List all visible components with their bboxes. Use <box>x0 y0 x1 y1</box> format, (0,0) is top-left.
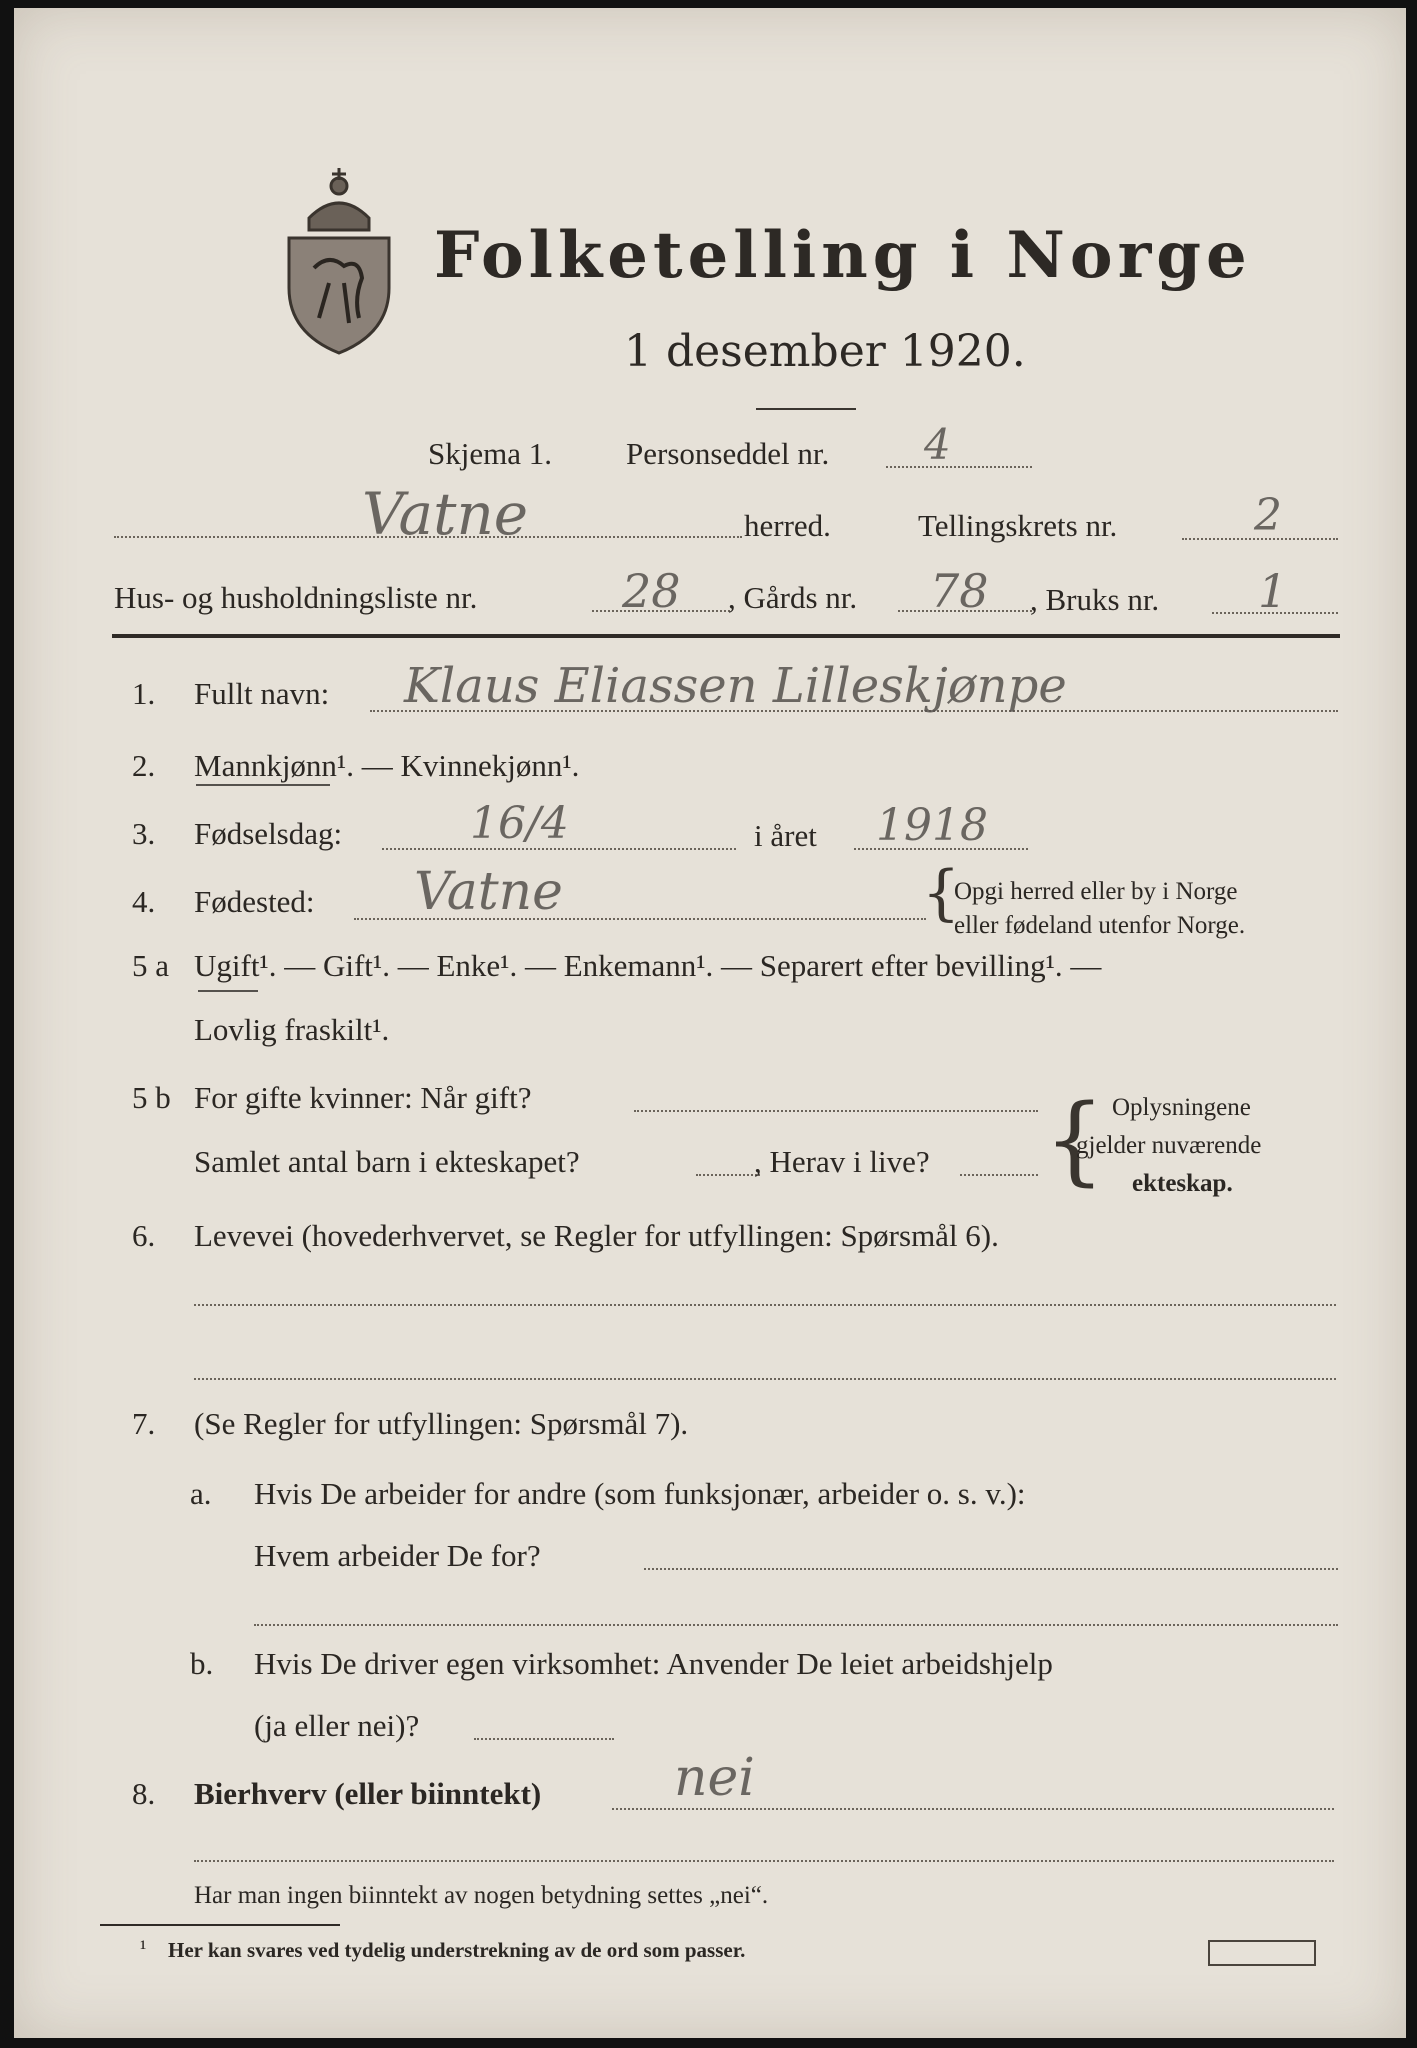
fodselsdag-value: 16/4 <box>470 798 569 849</box>
q3-year-label: i året <box>754 818 817 853</box>
q5b-line2: Samlet antal barn i ekteskapet? <box>194 1144 580 1179</box>
footnote-mark: ¹ <box>140 1936 147 1960</box>
q5b-number: 5 b <box>132 1080 171 1115</box>
personseddel-label: Personseddel nr. <box>626 436 830 471</box>
mannkjonn-underline <box>196 784 330 786</box>
ja-eller-nei-field <box>474 1738 614 1740</box>
q3-number: 3. <box>132 816 156 851</box>
footer-note: Har man ingen biinntekt av nogen betydning settes „nei“. <box>194 1882 769 1909</box>
q7-number: 7. <box>132 1406 156 1441</box>
herred-value: Vatne <box>362 480 529 548</box>
q5a-line1: Ugift¹. — Gift¹. — Enke¹. — Enkemann¹. — Separert efter bevilling¹. — <box>194 948 1102 983</box>
q7a-letter: a. <box>190 1476 212 1511</box>
q4-note-line1: Opgi herred eller by i Norge <box>954 878 1238 905</box>
q1-number: 1. <box>132 676 156 711</box>
bruks-value: 1 <box>1258 564 1288 618</box>
q5b-line1: For gifte kvinner: Når gift? <box>194 1080 532 1115</box>
herav-i-live-field <box>960 1174 1038 1176</box>
title-divider <box>756 408 856 410</box>
q7-label: (Se Regler for utfyllingen: Spørsmål 7). <box>194 1406 689 1441</box>
q7a-line1: Hvis De arbeider for andre (som funksjonær, arbeider o. s. v.): <box>254 1476 1026 1511</box>
q5b-note-line2: gjelder nuværende <box>1076 1132 1262 1159</box>
gards-label: , Gårds nr. <box>728 580 858 615</box>
levevei-line-2 <box>194 1378 1336 1380</box>
tellingskrets-value: 2 <box>1254 490 1282 541</box>
herred-label: herred. <box>744 508 831 543</box>
q1-label: Fullt navn: <box>194 676 330 711</box>
skjema-label: Skjema 1. <box>428 436 552 471</box>
q5b-note-line1: Oplysningene <box>1112 1094 1251 1121</box>
q2-number: 2. <box>132 748 156 783</box>
q7b-letter: b. <box>190 1646 214 1681</box>
q2-label: Mannkjønn¹. — Kvinnekjønn¹. <box>194 748 580 783</box>
q6-label: Levevei (hovederhvervet, se Regler for utfyllingen: Spørsmål 6). <box>194 1218 999 1253</box>
form-title: Folketelling i Norge <box>434 218 1252 293</box>
q8-label: Bierhverv (eller biinntekt) <box>194 1776 542 1811</box>
footnote-text: Her kan svares ved tydelig understrekning av de ord som passer. <box>168 1938 746 1962</box>
q3-label: Fødselsdag: <box>194 816 343 851</box>
levevei-line-1 <box>194 1304 1336 1306</box>
personseddel-field <box>886 466 1032 468</box>
q7b-line1: Hvis De driver egen virksomhet: Anvender De leiet arbeidshjelp <box>254 1646 1053 1681</box>
arbeider-for-field <box>644 1568 1338 1570</box>
q8-number: 8. <box>132 1776 156 1811</box>
antal-barn-field <box>696 1174 760 1176</box>
q5b-brace: { <box>1044 1084 1106 1196</box>
arbeider-for-line-2 <box>254 1624 1338 1626</box>
personseddel-value: 4 <box>924 420 951 469</box>
q5b-note-line3: ekteskap. <box>1132 1170 1233 1197</box>
census-form-sheet <box>14 8 1406 2038</box>
nar-gift-field <box>634 1110 1038 1112</box>
gards-value: 78 <box>930 564 989 618</box>
q7b-line2: (ja eller nei)? <box>254 1708 420 1743</box>
bruks-label: , Bruks nr. <box>1030 582 1160 617</box>
q5a-number: 5 a <box>132 948 170 983</box>
tellingskrets-label: Tellingskrets nr. <box>918 508 1118 543</box>
fodested-value: Vatne <box>414 862 563 922</box>
husholdning-value: 28 <box>622 564 681 618</box>
q5b-line2b: , Herav i live? <box>754 1144 930 1179</box>
bierhverv-value: nei <box>674 1748 755 1808</box>
q5a-line2: Lovlig fraskilt¹. <box>194 1012 390 1047</box>
q7a-line2: Hvem arbeider De for? <box>254 1538 541 1573</box>
footnote-rule <box>100 1924 340 1926</box>
coat-of-arms-icon <box>274 158 404 358</box>
q4-label: Fødested: <box>194 884 315 919</box>
census-date: 1 desember 1920. <box>624 326 1026 377</box>
q4-number: 4. <box>132 884 156 919</box>
husholdning-label: Hus- og husholdningsliste nr. <box>114 580 478 615</box>
bierhverv-field <box>612 1808 1334 1810</box>
q4-note-line2: eller fødeland utenfor Norge. <box>954 912 1246 939</box>
printer-mark-stamp <box>1208 1940 1316 1966</box>
fodselsar-value: 1918 <box>876 800 988 851</box>
q4-brace: { <box>922 858 961 928</box>
fullt-navn-value: Klaus Eliassen Lilleskjønpe <box>404 658 1067 714</box>
ugift-underline <box>198 990 258 992</box>
q6-number: 6. <box>132 1218 156 1253</box>
header-rule <box>112 634 1340 638</box>
bierhverv-line-2 <box>194 1860 1334 1862</box>
